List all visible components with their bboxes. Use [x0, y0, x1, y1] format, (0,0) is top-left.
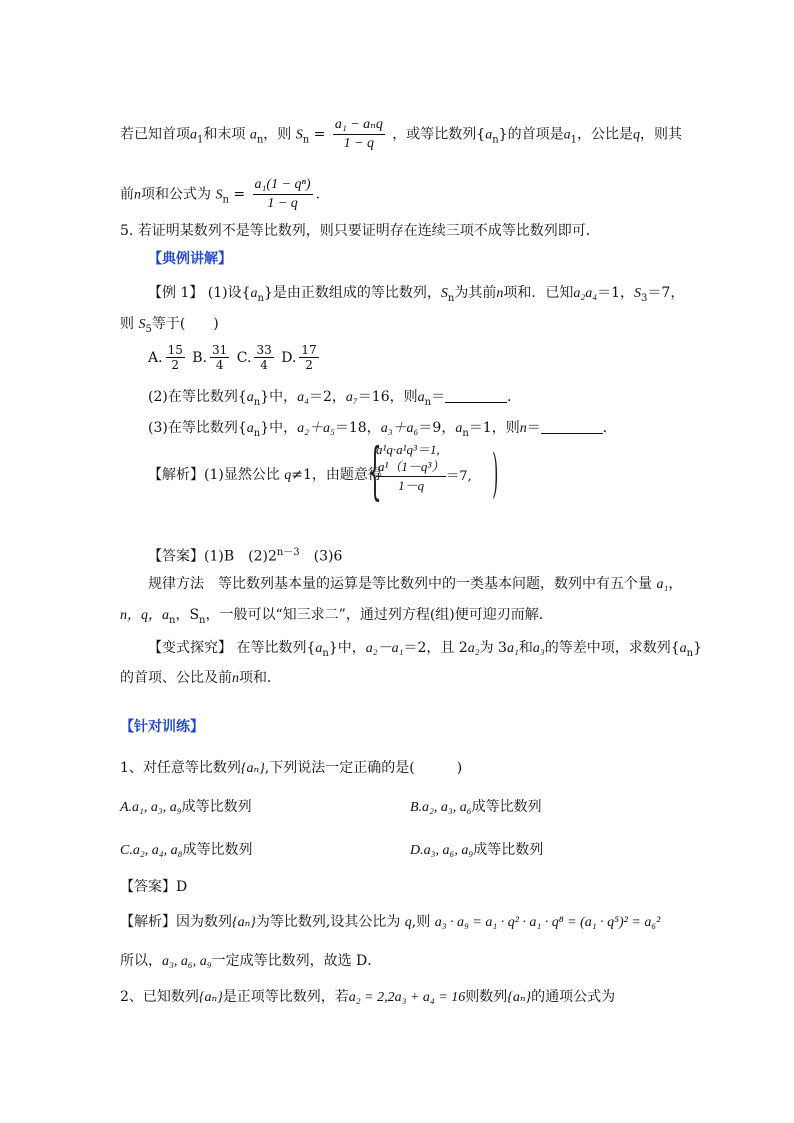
solution-1: 【解析】(1)显然公比 q≠1，由题意得	[148, 467, 382, 483]
answer-blank[interactable]	[445, 388, 507, 403]
question-1-option-c[interactable]: C.a₂, a₄, a₈成等比数列	[120, 842, 253, 858]
example-1-part-3: (3)在等比数列$\{a_n\}$中，a₂＋a₅＝18，a₃＋a₆＝9，$a_n=1$，则n＝ ．	[148, 420, 617, 439]
formula-line-2: 前n项和公式为 $S_n$ = $\frac{\text{a₁(1 − qⁿ)}}{1 - q}$ .	[120, 177, 321, 211]
option-d[interactable]: D. $\frac{17}{2}$	[281, 343, 317, 372]
question-1-option-b[interactable]: B.a₂, a₃, a₆成等比数列	[410, 799, 542, 815]
note-5: 5. 若证明某数列不是等比数列，则只要证明存在连续三项不成等比数列即可．	[120, 223, 600, 239]
fraction-sn-1: $\frac{\text{a₁ − aₙq}}{1 - q}$	[334, 117, 383, 151]
example-1-line-2: 则 $S_5$等于( )	[120, 316, 219, 335]
section-heading-practice: 【针对训练】	[120, 719, 204, 735]
right-paren-icon: )	[491, 444, 498, 504]
question-2: 2、已知数列{aₙ}是正项等比数列，若a₂ = 2,2a₃ + a₄ = 16则数列{aₙ}的通项公式为	[120, 989, 616, 1005]
variant-line-1: 【变式探究】 在等比数列$\{a_n\}$中，a₂－a₁＝2，且 2a₂为 3a₁和a₃的等差中项，求数列$\{a_n\}$	[148, 640, 703, 659]
example-1-part-2: (2)在等比数列$\{a_n\}$中，a₄＝2，a₇＝16，则$a_n=$ ．	[148, 389, 522, 408]
answer-1: 【答案】(1)B $(2)2^{n-3}$ (3)6	[148, 547, 343, 565]
question-1-option-d[interactable]: D.a₃, a₆, a₉成等比数列	[410, 842, 544, 858]
method-line-1: 规律方法 等比数列基本量的运算是等比数列中的一类基本问题，数列中有五个量 a₁，	[148, 576, 683, 592]
section-heading-examples: 【典例讲解】	[148, 251, 232, 267]
fraction-sn-2: $\frac{\text{a₁(1 − qⁿ)}}{1 - q}$	[254, 177, 311, 211]
equation-system: { ) a¹q·a¹q³＝1, $\frac{\text{a¹（1－q³）}}{1-q}$ ＝7,	[368, 434, 498, 507]
question-1-option-a[interactable]: A.a₁, a₃, a₉成等比数列	[120, 799, 252, 815]
method-line-2: n，q，$a_n$，$S_n$，一般可以“知三求二”，通过列方程(组)便可迎刃而解．	[120, 607, 553, 626]
example-1-options	[148, 343, 322, 372]
option-c[interactable]: C. $\frac{33}{4}$	[236, 343, 272, 372]
answer-blank[interactable]	[541, 419, 603, 434]
variant-line-2: 的首项、公比及前n项和．	[120, 670, 281, 686]
solution-2-conclusion: 所以，a₃, a₆, a₉一定成等比数列，故选 D．	[120, 953, 382, 969]
option-a[interactable]: A. $\frac{15}{2}$	[148, 343, 183, 372]
formula-line-1: 若已知首项$a_1$和末项 $a_n$，则 $S_n$ = $\frac{\text{a₁ − aₙq}}{1 - q}$ ，或等比数列$\{a_n\}$的首项是$a_1$，公比是q，则其	[120, 117, 682, 151]
left-brace-icon: {	[368, 434, 382, 507]
option-b[interactable]: B. $\frac{31}{4}$	[192, 343, 228, 372]
example-1-line-1: 【例 1】 (1)设$\{a_n\}$是由正数组成的等比数列，$S_n$为其前n项和．已知a₂a₄＝1，$S_3=7$，	[148, 285, 685, 304]
answer-2: 【答案】D	[120, 879, 188, 895]
solution-2: 【解析】因为数列{aₙ}为等比数列,设其公比为 q,则 a₃ · a₉ = a₁ · q² · a₁ · q⁸ = (a₁ · q⁵)² = a₆²	[120, 914, 661, 930]
question-1: 1、对任意等比数列{aₙ},下列说法一定正确的是( )	[120, 760, 463, 776]
